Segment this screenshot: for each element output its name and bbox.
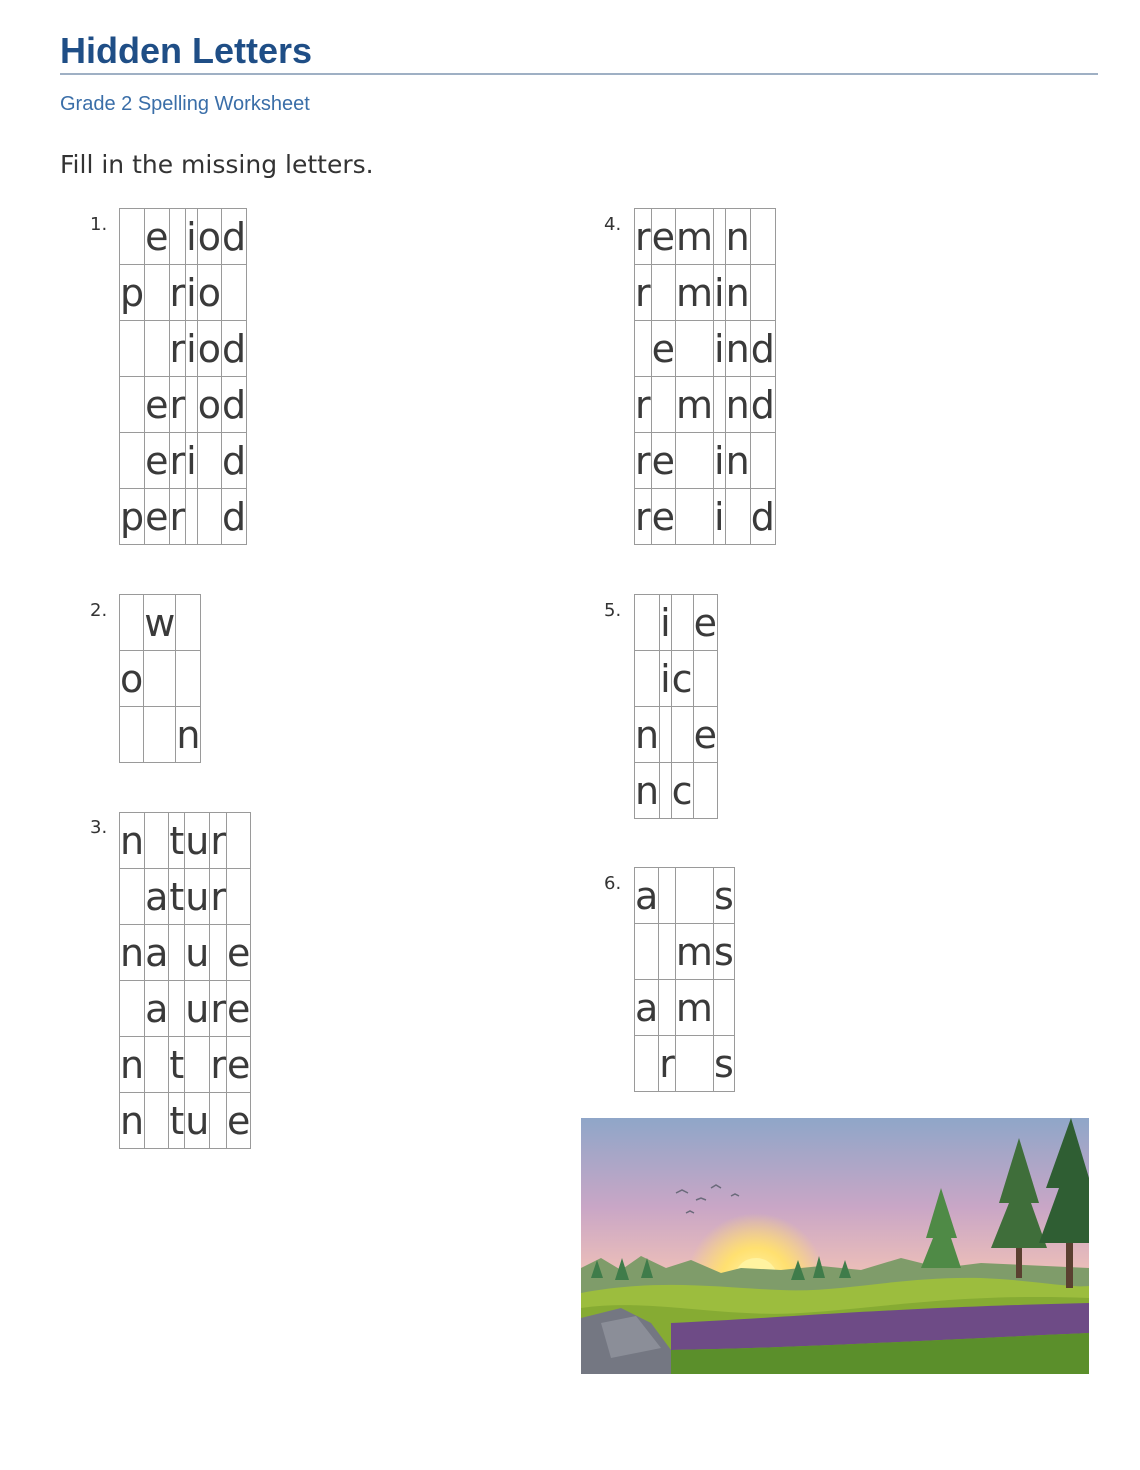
letter-cell: a — [145, 869, 169, 925]
grid-row — [635, 980, 735, 1036]
letter-cell: c — [671, 651, 693, 707]
worksheet-subtitle: Grade 2 Spelling Worksheet — [60, 93, 310, 115]
blank-letter-cell[interactable] — [714, 209, 726, 265]
landscape-illustration-svg — [581, 1118, 1089, 1374]
blank-letter-cell[interactable] — [169, 981, 185, 1037]
letter-cell: d — [221, 489, 246, 545]
grid-row — [635, 433, 776, 489]
grid-row — [635, 321, 776, 377]
letter-cell: r — [169, 377, 186, 433]
letter-cell: n — [120, 925, 145, 981]
letter-cell: e — [227, 1037, 251, 1093]
blank-letter-cell[interactable] — [185, 1037, 210, 1093]
letter-cell: p — [120, 265, 145, 321]
letter-cell: s — [713, 868, 734, 924]
letter-cell: r — [635, 265, 652, 321]
grid-row — [635, 763, 718, 819]
blank-letter-cell[interactable] — [120, 981, 145, 1037]
letter-cell: e — [145, 433, 169, 489]
letter-cell: d — [221, 433, 246, 489]
blank-letter-cell[interactable] — [725, 489, 750, 545]
letter-cell: e — [227, 981, 251, 1037]
puzzle-number: 5. — [604, 600, 622, 621]
letter-cell: s — [713, 924, 734, 980]
blank-letter-cell[interactable] — [176, 595, 201, 651]
letter-cell: r — [169, 433, 186, 489]
blank-letter-cell[interactable] — [676, 489, 714, 545]
blank-letter-cell[interactable] — [693, 763, 717, 819]
grid-row — [635, 868, 735, 924]
blank-letter-cell[interactable] — [675, 868, 713, 924]
letter-cell: n — [120, 813, 145, 869]
letter-cell: n — [725, 433, 750, 489]
letter-cell: i — [660, 595, 672, 651]
letter-cell: m — [676, 209, 714, 265]
letter-cell: u — [185, 925, 210, 981]
blank-letter-cell[interactable] — [659, 868, 676, 924]
blank-letter-cell[interactable] — [635, 321, 652, 377]
grid-row — [120, 651, 201, 707]
letter-cell: o — [197, 377, 221, 433]
letter-cell: w — [144, 595, 176, 651]
letter-cell: a — [145, 925, 169, 981]
letter-cell: n — [725, 377, 750, 433]
blank-letter-cell[interactable] — [676, 321, 714, 377]
grid-row — [635, 707, 718, 763]
blank-letter-cell[interactable] — [714, 377, 726, 433]
letter-cell: t — [169, 813, 185, 869]
blank-letter-cell[interactable] — [750, 433, 775, 489]
letter-cell: r — [210, 1037, 227, 1093]
grid-row — [120, 433, 247, 489]
letter-cell: n — [635, 707, 660, 763]
letter-cell: r — [659, 1036, 676, 1092]
letter-cell: o — [197, 321, 221, 377]
grid-row — [120, 321, 247, 377]
instructions: Fill in the missing letters. — [60, 150, 374, 179]
letter-cell: o — [197, 265, 221, 321]
letter-cell: d — [750, 321, 775, 377]
blank-letter-cell[interactable] — [713, 980, 734, 1036]
letter-cell: a — [635, 980, 659, 1036]
puzzle-number: 2. — [90, 600, 108, 621]
letter-cell: r — [169, 265, 186, 321]
grid-row — [635, 924, 735, 980]
letter-cell: r — [635, 377, 652, 433]
puzzle-number: 4. — [604, 214, 622, 235]
blank-letter-cell[interactable] — [169, 925, 185, 981]
letter-cell: i — [714, 265, 726, 321]
letter-cell: u — [185, 813, 210, 869]
blank-letter-cell[interactable] — [120, 209, 145, 265]
blank-letter-cell[interactable] — [169, 209, 186, 265]
blank-letter-cell[interactable] — [227, 869, 251, 925]
blank-letter-cell[interactable] — [210, 1093, 227, 1149]
blank-letter-cell[interactable] — [120, 433, 145, 489]
letter-cell: i — [186, 209, 198, 265]
blank-letter-cell[interactable] — [659, 980, 676, 1036]
blank-letter-cell[interactable] — [210, 925, 227, 981]
blank-letter-cell[interactable] — [176, 651, 201, 707]
letter-cell: r — [635, 433, 652, 489]
blank-letter-cell[interactable] — [120, 707, 144, 763]
blank-letter-cell[interactable] — [750, 209, 775, 265]
landscape-sunset-illustration — [581, 1118, 1089, 1374]
blank-letter-cell[interactable] — [120, 377, 145, 433]
blank-letter-cell[interactable] — [660, 763, 672, 819]
blank-letter-cell[interactable] — [186, 489, 198, 545]
letter-cell: o — [197, 209, 221, 265]
letter-cell: i — [714, 489, 726, 545]
grid-row — [120, 209, 247, 265]
grid-row — [635, 489, 776, 545]
blank-letter-cell[interactable] — [651, 377, 675, 433]
letter-cell: d — [750, 377, 775, 433]
letter-cell: n — [120, 1093, 145, 1149]
grid-row — [635, 595, 718, 651]
grid-row — [635, 651, 718, 707]
blank-letter-cell[interactable] — [635, 1036, 659, 1092]
puzzle-number: 1. — [90, 214, 108, 235]
blank-letter-cell[interactable] — [675, 1036, 713, 1092]
letter-cell: a — [145, 981, 169, 1037]
letter-cell: e — [145, 377, 169, 433]
blank-letter-cell[interactable] — [120, 869, 145, 925]
letter-cell: m — [675, 980, 713, 1036]
letter-cell: d — [221, 209, 246, 265]
letter-grid — [119, 594, 201, 763]
letter-grid — [634, 867, 735, 1092]
letter-cell: u — [185, 869, 210, 925]
letter-cell: r — [210, 869, 227, 925]
letter-grid — [634, 594, 718, 819]
letter-cell: e — [145, 209, 169, 265]
blank-letter-cell[interactable] — [635, 924, 659, 980]
grid-row — [120, 1093, 251, 1149]
letter-cell: e — [145, 489, 169, 545]
letter-cell: s — [713, 1036, 734, 1092]
letter-cell: e — [227, 1093, 251, 1149]
title-divider — [60, 73, 1098, 75]
letter-cell: n — [120, 1037, 145, 1093]
letter-cell: e — [651, 489, 675, 545]
puzzle-number: 6. — [604, 873, 622, 894]
letter-cell: u — [185, 981, 210, 1037]
letter-cell: n — [725, 265, 750, 321]
letter-cell: t — [169, 1037, 185, 1093]
letter-cell: p — [120, 489, 145, 545]
grid-row — [120, 981, 251, 1037]
letter-cell: e — [651, 321, 675, 377]
letter-cell: c — [671, 763, 693, 819]
letter-cell: n — [725, 209, 750, 265]
blank-letter-cell[interactable] — [145, 1037, 169, 1093]
blank-letter-cell[interactable] — [671, 595, 693, 651]
blank-letter-cell[interactable] — [750, 265, 775, 321]
blank-letter-cell[interactable] — [671, 707, 693, 763]
letter-cell: r — [169, 321, 186, 377]
letter-cell: n — [635, 763, 660, 819]
letter-cell: r — [210, 813, 227, 869]
letter-cell: n — [176, 707, 201, 763]
blank-letter-cell[interactable] — [144, 707, 176, 763]
letter-cell: i — [186, 265, 198, 321]
puzzle-number: 3. — [90, 817, 108, 838]
blank-letter-cell[interactable] — [120, 595, 144, 651]
letter-cell: r — [635, 489, 652, 545]
letter-cell: d — [750, 489, 775, 545]
grid-row — [120, 595, 201, 651]
grid-row — [120, 377, 247, 433]
grid-row — [120, 265, 247, 321]
letter-cell: d — [221, 377, 246, 433]
letter-cell: m — [675, 924, 713, 980]
blank-letter-cell[interactable] — [145, 265, 169, 321]
letter-cell: m — [676, 377, 714, 433]
letter-cell: i — [186, 321, 198, 377]
letter-cell: e — [693, 707, 717, 763]
letter-cell: d — [221, 321, 246, 377]
letter-cell: e — [693, 595, 717, 651]
blank-letter-cell[interactable] — [186, 377, 198, 433]
grid-row — [635, 1036, 735, 1092]
letter-grid — [119, 208, 247, 545]
letter-grid — [634, 208, 776, 545]
blank-letter-cell[interactable] — [145, 1093, 169, 1149]
blank-letter-cell[interactable] — [693, 651, 717, 707]
grid-row — [635, 377, 776, 433]
letter-cell: a — [635, 868, 659, 924]
grid-row — [635, 209, 776, 265]
letter-cell: e — [651, 433, 675, 489]
grid-row — [635, 265, 776, 321]
blank-letter-cell[interactable] — [197, 489, 221, 545]
blank-letter-cell[interactable] — [197, 433, 221, 489]
blank-letter-cell[interactable] — [120, 321, 145, 377]
letter-cell: i — [714, 433, 726, 489]
letter-grid — [119, 812, 251, 1149]
blank-letter-cell[interactable] — [145, 813, 169, 869]
letter-cell: o — [120, 651, 144, 707]
blank-letter-cell[interactable] — [651, 265, 675, 321]
blank-letter-cell[interactable] — [676, 433, 714, 489]
letter-cell: m — [676, 265, 714, 321]
grid-row — [120, 813, 251, 869]
letter-cell: r — [635, 209, 652, 265]
letter-cell: u — [185, 1093, 210, 1149]
blank-letter-cell[interactable] — [660, 707, 672, 763]
grid-row — [120, 489, 247, 545]
letter-cell: t — [169, 1093, 185, 1149]
blank-letter-cell[interactable] — [659, 924, 676, 980]
letter-cell: e — [651, 209, 675, 265]
blank-letter-cell[interactable] — [221, 265, 246, 321]
blank-letter-cell[interactable] — [144, 651, 176, 707]
letter-cell: e — [227, 925, 251, 981]
letter-cell: t — [169, 869, 185, 925]
grid-row — [120, 869, 251, 925]
letter-cell: n — [725, 321, 750, 377]
letter-cell: r — [210, 981, 227, 1037]
letter-cell: i — [186, 433, 198, 489]
blank-letter-cell[interactable] — [145, 321, 169, 377]
blank-letter-cell[interactable] — [227, 813, 251, 869]
grid-row — [120, 1037, 251, 1093]
letter-cell: r — [169, 489, 186, 545]
grid-row — [120, 707, 201, 763]
letter-cell: i — [714, 321, 726, 377]
grid-row — [120, 925, 251, 981]
letter-cell: i — [660, 651, 672, 707]
blank-letter-cell[interactable] — [635, 595, 660, 651]
worksheet-title: Hidden Letters — [60, 30, 313, 71]
blank-letter-cell[interactable] — [635, 651, 660, 707]
